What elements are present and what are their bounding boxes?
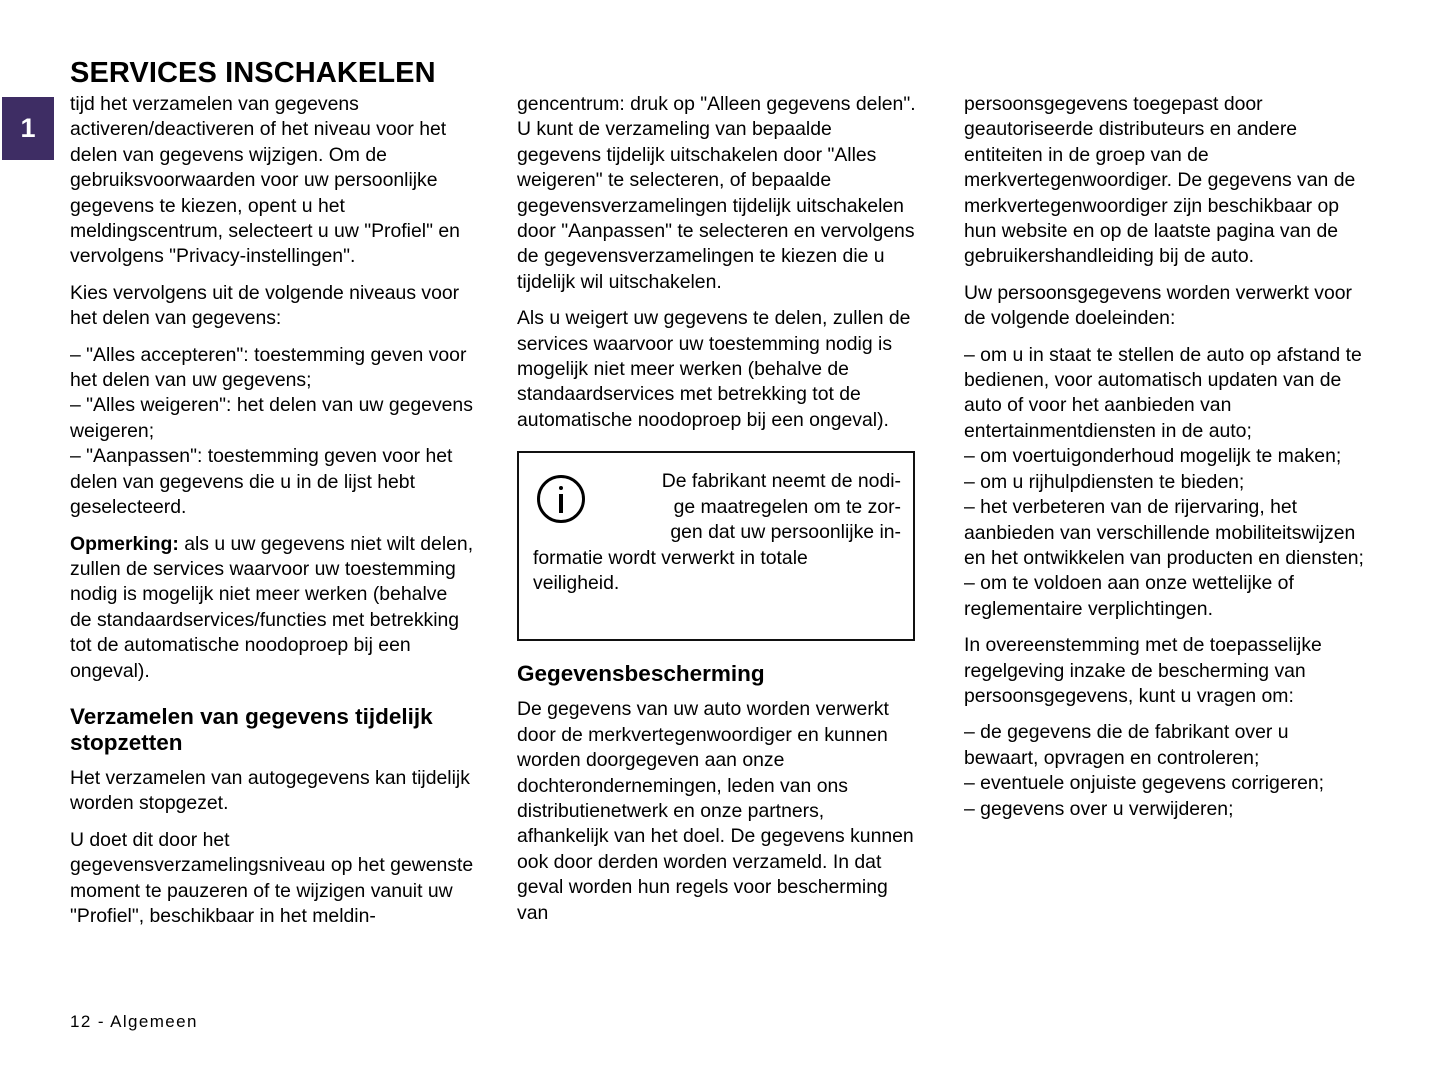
- page-footer: 12 - Algemeen: [70, 1012, 198, 1031]
- sharing-levels-list: [70, 343, 474, 521]
- list-item: – om te voldoen aan onze wettelijke of reglementaire verplichtingen.: [964, 572, 1294, 620]
- paragraph: gencentrum: druk op "Alleen gegevens delen". U kunt de verzameling van bepaalde gegevens tijdelijk uitschakelen door "Alles weigeren" te selecteren, of bepaalde gegevensverzamelingen tijdelijk uitschakelen door "Aanpassen" te selecteren en vervolgens de gegevensverzamelingen te kiezen die u tijdelijk wil uitschakelen.: [517, 93, 916, 293]
- paragraph: Als u weigert uw gegevens te delen, zullen de services waarvoor uw toestemming nodig is mogelijk niet meer werken (behalve de standaardservices met betrekking tot de automatische noodoproep bij een ongeval).: [517, 307, 911, 431]
- chapter-number-tab: 1: [2, 97, 54, 160]
- column-1: [70, 92, 474, 940]
- info-note-text: [533, 469, 901, 596]
- note-text: als u uw gegevens niet wilt delen, zullen de services waarvoor uw toestemming nodig is mogelijk niet meer werken (behalve de standaardservices/functies met betrekking tot de automatische noodoproep bij een ongeval).: [70, 532, 474, 682]
- note-paragraph: [70, 532, 474, 684]
- paragraph: U doet dit door het gegevensverzamelingsniveau op het gewenste moment te pauzeren of te wijzigen vanuit uw "Profiel", beschikbaar in het meldin-: [70, 828, 474, 927]
- paragraph: tijd het verzamelen van gegevens activeren/deactiveren of het niveau voor het delen van gegevens wijzigen. Om de gebruiksvoorwaarden voor uw persoonlijke gegevens te kiezen, opent u het meldingscentrum, selecteert u uw "Profiel" en vervolgens "Privacy-instellingen".: [70, 93, 460, 268]
- list-item: – om u in staat te stellen de auto op afstand te bedienen, voor automatisch updaten van de auto of voor het aanbieden van entertainmentdiensten in de auto;: [964, 343, 1362, 442]
- column-2: [517, 92, 921, 940]
- page-title: SERVICES INSCHAKELEN: [70, 57, 436, 90]
- page-columns: [70, 92, 1390, 940]
- subheading-pause-data-collection: Verzamelen van gegevens tijdelijk stopzetten: [70, 703, 433, 755]
- info-line: De fabrikant neemt de nodi-: [661, 470, 901, 493]
- info-line: ge maatregelen om te zor-: [673, 495, 901, 518]
- info-note-box: [517, 451, 915, 641]
- paragraph: Kies vervolgens uit de volgende niveaus voor het delen van gegevens:: [70, 281, 460, 330]
- list-item: – om u rijhulpdiensten te bieden;: [964, 470, 1245, 493]
- paragraph: In overeenstemming met de toepasselijke regelgeving inzake de bescherming van persoonsgegevens, kunt u vragen om:: [964, 634, 1322, 707]
- paragraph: Uw persoonsgegevens worden verwerkt voor de volgende doeleinden:: [964, 281, 1353, 330]
- subheading-data-protection: Gegevensbescherming: [517, 661, 765, 687]
- info-circle-icon: [537, 475, 585, 523]
- note-label: Opmerking:: [70, 532, 179, 555]
- list-item: – om voertuigonderhoud mogelijk te maken;: [964, 445, 1342, 468]
- list-item: – gegevens over u verwijderen;: [964, 797, 1234, 820]
- list-item: – eventuele onjuiste gegevens corrigeren;: [964, 772, 1325, 795]
- processing-purposes-list: [964, 343, 1368, 622]
- paragraph: persoonsgegevens toegepast door geautoriseerde distributeurs en andere entiteiten in de groep van de merkvertegenwoordiger. De gegevens van de merkvertegenwoordiger zijn beschikbaar op hun website en op de laatste pagina van de gebruikershandleiding bij de auto.: [964, 93, 1356, 268]
- list-item: – "Aanpassen": toestemming geven voor het delen van gegevens die u in de lijst hebt geselecteerd.: [70, 445, 453, 519]
- data-rights-list: [964, 720, 1368, 822]
- list-item: – de gegevens die de fabrikant over u bewaart, opvragen en controleren;: [964, 721, 1289, 769]
- paragraph: Het verzamelen van autogegevens kan tijdelijk worden stopgezet.: [70, 766, 470, 815]
- info-line: veiligheid.: [533, 571, 620, 594]
- list-item: – het verbeteren van de rijervaring, het aanbieden van verschillende mobiliteitswijzen en het ontwikkelen van producten en diensten;: [964, 496, 1364, 569]
- info-line: formatie wordt verwerkt in totale: [533, 546, 808, 569]
- info-line: gen dat uw persoonlijke in-: [670, 521, 901, 544]
- column-3: [964, 92, 1368, 940]
- list-item: – "Alles accepteren": toestemming geven voor het delen van uw gegevens;: [70, 343, 467, 392]
- paragraph: De gegevens van uw auto worden verwerkt door de merkvertegenwoordiger en kunnen worden doorgegeven aan onze dochterondernemingen, leden van ons distributienetwerk en onze partners, afhankelijk van het doel. De gegevens kunnen ook door derden worden verzameld. In dat geval worden hun regels voor bescherming van: [517, 698, 914, 924]
- list-item: – "Alles weigeren": het delen van uw gegevens weigeren;: [70, 394, 473, 442]
